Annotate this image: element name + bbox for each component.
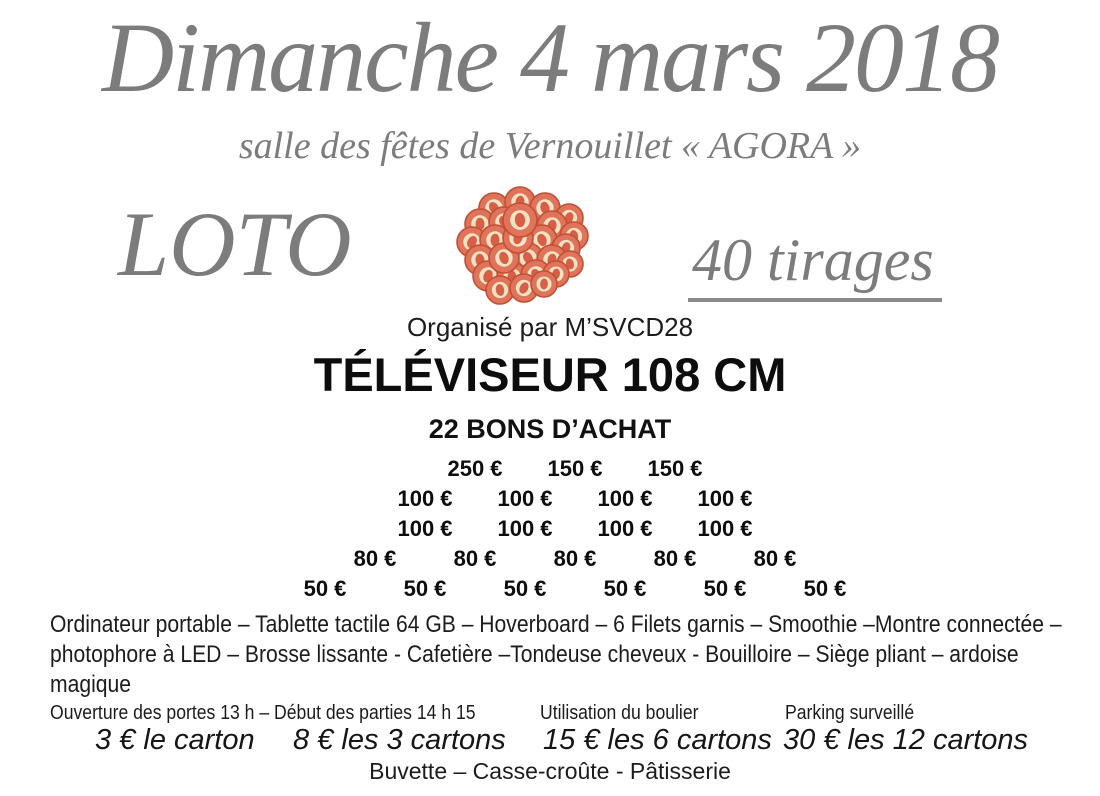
card-price-6: 15 € les 6 cartons	[543, 724, 772, 756]
loto-chips-image	[432, 178, 618, 308]
voucher-amount: 250 €	[447, 456, 503, 481]
voucher-amount: 100 €	[697, 516, 753, 541]
voucher-row	[25, 576, 1100, 606]
event-name: LOTO	[118, 193, 352, 295]
other-prizes-paragraph: Ordinateur portable – Tablette tactile 64 GB – Hoverboard – 6 Filets garnis – Smoothie –Montre connectée – photophore à LED – Brosse lissante - Cafetière –Tondeuse cheveux - Bouilloire – Siège pliant – ardoise magique	[50, 611, 1062, 698]
voucher-amount: 100 €	[497, 516, 553, 541]
voucher-amount: 50 €	[503, 576, 547, 601]
voucher-amount: 100 €	[497, 486, 553, 511]
parking-note	[785, 702, 932, 725]
voucher-amount: 80 €	[753, 546, 797, 571]
voucher-row	[25, 546, 1100, 576]
voucher-amount: 80 €	[553, 546, 597, 571]
voucher-row	[25, 516, 1100, 546]
voucher-amount: 80 €	[653, 546, 697, 571]
voucher-amount: 80 €	[453, 546, 497, 571]
voucher-amount: 50 €	[403, 576, 447, 601]
card-price-12: 30 € les 12 cartons	[783, 724, 1029, 756]
card-price-3: 8 € les 3 cartons	[293, 724, 506, 756]
voucher-amount: 50 €	[303, 576, 347, 601]
schedule-line	[50, 702, 534, 725]
voucher-amount: 50 €	[803, 576, 847, 601]
voucher-amount: 100 €	[697, 486, 753, 511]
schedule-text: Ouverture des portes 13 h – Début des parties 14 h 15	[50, 702, 476, 724]
main-prize-title: TÉLÉVISEUR 108 CM	[313, 348, 787, 401]
voucher-amount: 150 €	[547, 456, 603, 481]
voucher-amount: 80 €	[353, 546, 397, 571]
voucher-amount: 100 €	[397, 486, 453, 511]
voucher-row	[25, 456, 1100, 486]
voucher-amount: 150 €	[647, 456, 703, 481]
voucher-amount: 50 €	[603, 576, 647, 601]
parking-text: Parking surveillé	[785, 702, 915, 724]
draws-count: 40 tirages	[688, 230, 942, 302]
refreshments-line: Buvette – Casse-croûte - Pâtisserie	[369, 758, 731, 784]
voucher-amount: 50 €	[703, 576, 747, 601]
voucher-amount: 100 €	[597, 516, 653, 541]
organizer-line: Organisé par M’SVCD28	[406, 312, 694, 342]
card-price-1: 3 € le carton	[95, 724, 255, 756]
voucher-amount: 100 €	[397, 516, 453, 541]
date-title: Dimanche 4 mars 2018	[101, 2, 999, 113]
voucher-row	[25, 486, 1100, 516]
venue-subtitle: salle des fêtes de Vernouillet « AGORA »	[238, 125, 862, 167]
voucher-amount: 100 €	[597, 486, 653, 511]
voucher-pyramid	[25, 456, 1100, 606]
boulier-text: Utilisation du boulier	[540, 702, 699, 724]
boulier-note	[540, 702, 720, 725]
vouchers-title: 22 BONS D’ACHAT	[428, 414, 672, 444]
